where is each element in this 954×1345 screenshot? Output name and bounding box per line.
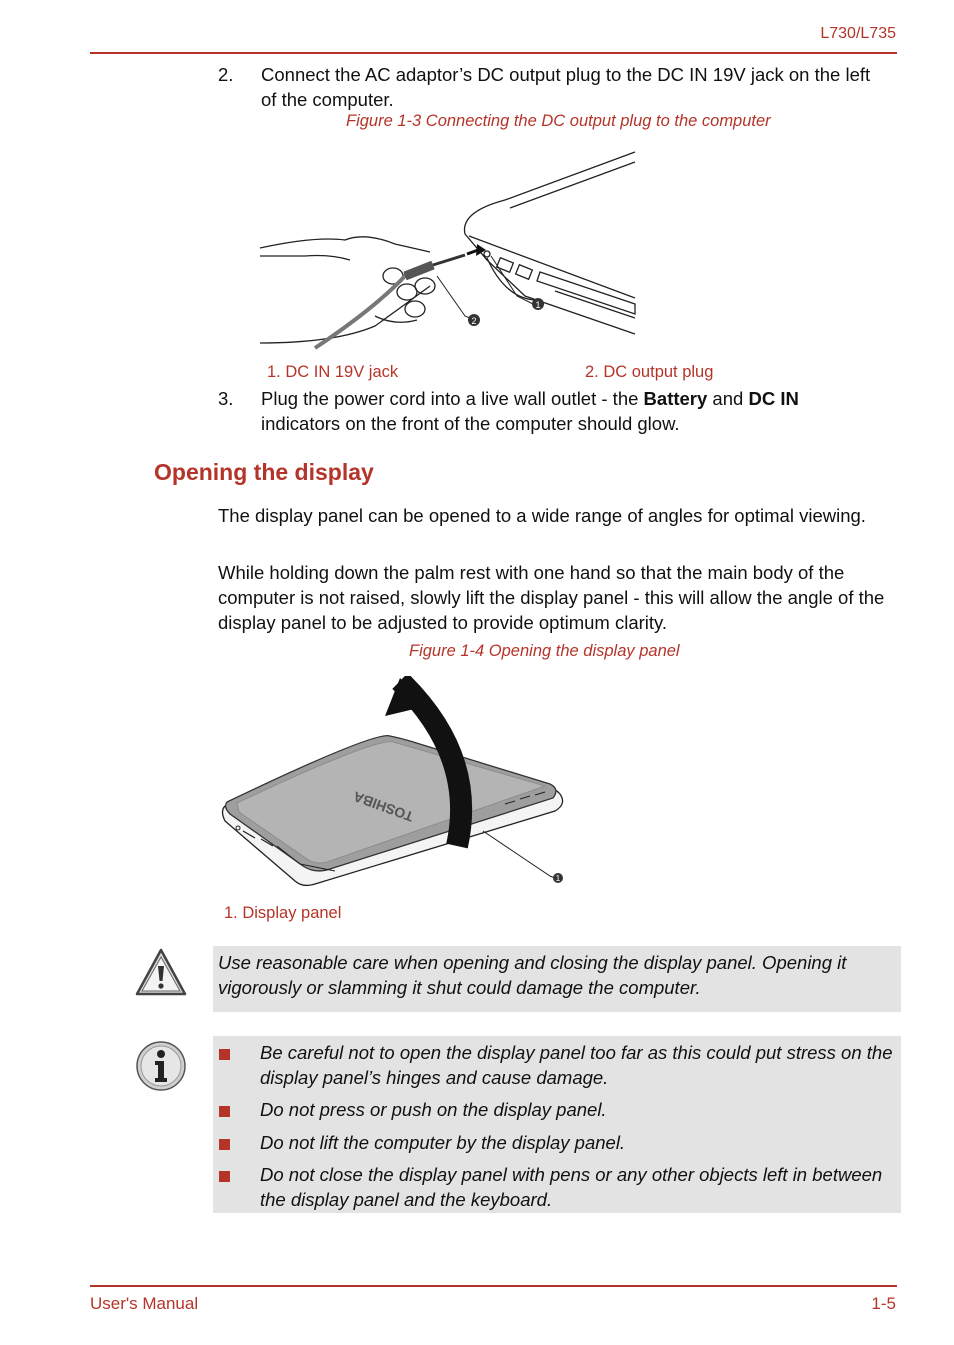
list-item (213, 1163, 901, 1212)
footer-rule (90, 1285, 897, 1287)
list-item (213, 1131, 901, 1156)
figure-1-3-caption: Figure 1-3 Connecting the DC output plug to the computer (346, 112, 771, 130)
bullet-square-icon (219, 1106, 230, 1117)
info-item-text: Be careful not to open the display panel too far as this could put stress on the display panel’s hinges and cause damage. (260, 1042, 893, 1088)
info-note (213, 1036, 901, 1213)
paragraph-display-angles: The display panel can be opened to a wide range of angles for optimal viewing. (218, 505, 866, 526)
step-2-number: 2. (218, 64, 234, 85)
figure-1-4-illustration (215, 676, 575, 896)
step-3-text (261, 387, 878, 436)
info-item-text: Do not press or push on the display panel. (260, 1099, 607, 1120)
figure-1-4-callout-1: 1 (555, 874, 561, 883)
info-bullet-list (213, 1041, 901, 1220)
step-3-text-c: indicators on the front of the computer should glow. (261, 412, 680, 434)
info-icon (135, 1040, 187, 1092)
info-item-text: Do not close the display panel with pens or any other objects left in between the display panel and the keyboard. (260, 1164, 883, 1210)
bullet-square-icon (219, 1171, 230, 1182)
list-item (213, 1098, 901, 1123)
figure-1-3-label-1: 1. DC IN 19V jack (267, 363, 399, 381)
footer-manual-title: User's Manual (90, 1294, 199, 1313)
step-2-text: Connect the AC adaptor’s DC output plug to the DC IN 19V jack on the left of the computer. (261, 64, 871, 110)
step-3-text-a: Plug the power cord into a live wall outlet - the (261, 388, 644, 409)
list-item (213, 1041, 901, 1090)
bullet-square-icon (219, 1139, 230, 1150)
step-2 (218, 63, 878, 112)
header-rule (90, 52, 897, 54)
warning-text: Use reasonable care when opening and closing the display panel. Opening it vigorously or slamming it shut could damage the computer. (218, 952, 847, 998)
figure-1-4-caption: Figure 1-4 Opening the display panel (409, 642, 680, 660)
warning-triangle-icon (135, 947, 187, 999)
figure-1-3-callout-1: 1 (535, 300, 541, 310)
figure-1-3-label-2: 2. DC output plug (585, 363, 714, 381)
warning-note (213, 946, 901, 1012)
bullet-square-icon (219, 1049, 230, 1060)
step-3-number: 3. (218, 388, 234, 409)
figure-1-4-label-1: 1. Display panel (224, 904, 342, 922)
figure-1-3-illustration (255, 148, 640, 353)
battery-indicator-term: Battery (643, 388, 708, 409)
step-3 (218, 387, 878, 436)
section-title: Opening the display (154, 459, 374, 485)
dc-in-indicator-term: DC IN (748, 388, 799, 409)
footer-page-number: 1-5 (871, 1294, 896, 1313)
toshiba-logo: TOSHIBA (351, 788, 416, 825)
paragraph-opening-instructions: While holding down the palm rest with one hand so that the main body of the computer is not raised, slowly lift the display panel - this will allow the angle of the display panel to be adjusted to provide optimum clarity. (218, 562, 885, 633)
step-3-text-b: and (707, 388, 749, 409)
figure-1-3-callout-2: 2 (471, 316, 477, 326)
document-model-header: L730/L735 (820, 25, 896, 42)
info-item-text: Do not lift the computer by the display panel. (260, 1131, 626, 1153)
